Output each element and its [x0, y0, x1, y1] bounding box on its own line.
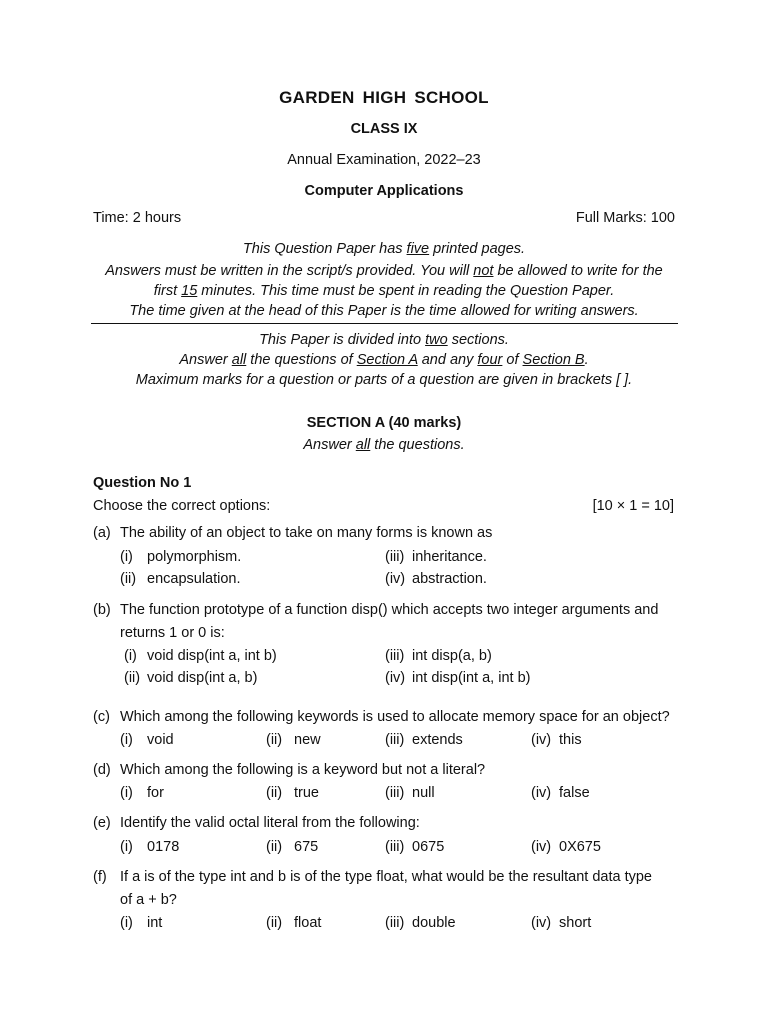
part-e-option-text: 0178 [147, 839, 180, 855]
section-a-subtitle: Answer all the questions. [303, 437, 465, 453]
part-e-question: Identify the valid octal literal from the following: [120, 815, 420, 831]
part-a-label: (a) [93, 525, 111, 541]
part-c-option-text: new [294, 732, 321, 748]
part-a-question: The ability of an object to take on many forms is known as [120, 525, 493, 541]
instruction-sections: This Paper is divided into two sections. [259, 332, 509, 348]
instruction-pages: This Question Paper has five printed pages. [242, 241, 526, 257]
part-b-question-line1: The function prototype of a function disp() which accepts two integer arguments and [120, 602, 659, 618]
part-a-option-text: polymorphism. [147, 549, 242, 565]
part-d-option-text: null [412, 785, 435, 801]
part-c-option-num: (ii) [266, 732, 283, 748]
part-a-option-num: (iv) [385, 571, 406, 587]
part-f-option-num: (iii) [385, 915, 405, 931]
part-b-option-num: (iv) [385, 670, 406, 686]
part-e-option-text: 0675 [412, 839, 445, 855]
section-a-title: SECTION A (40 marks) [306, 415, 462, 431]
part-e-option-text: 675 [294, 839, 319, 855]
exam-title: Annual Examination, 2022–23 [287, 152, 481, 168]
part-d-option-num: (ii) [266, 785, 283, 801]
part-a-option-text: encapsulation. [147, 571, 241, 587]
part-c-option-num: (iv) [531, 732, 552, 748]
part-c-option-num: (i) [120, 732, 133, 748]
part-f-option-text: int [147, 915, 163, 931]
part-d-question: Which among the following is a keyword but not a literal? [120, 762, 486, 778]
part-a-option-text: inheritance. [412, 549, 487, 565]
part-e-option-num: (i) [120, 839, 133, 855]
question-instruction: Choose the correct options: [93, 498, 271, 514]
part-a-option-num: (ii) [120, 571, 137, 587]
part-b-option-text: void disp(int a, int b) [147, 648, 277, 664]
instruction-writing-time: The time given at the head of this Paper is the time allowed for writing answers. [129, 303, 639, 319]
part-e-label: (e) [93, 815, 111, 831]
part-b-option-num: (iii) [385, 648, 405, 664]
part-f-question-line2: of a + b? [120, 892, 177, 908]
part-c-option-text: void [147, 732, 174, 748]
part-d-option-text: false [559, 785, 590, 801]
school-name: GARDEN HIGH SCHOOL [279, 88, 489, 107]
part-a-option-num: (i) [120, 549, 133, 565]
part-c-label: (c) [93, 709, 110, 725]
part-d-option-text: true [294, 785, 319, 801]
part-a-option-text: abstraction. [412, 571, 487, 587]
part-f-question-line1: If a is of the type int and b is of the type float, what would be the resultant data type [120, 869, 652, 885]
time-allowed: Time: 2 hours [93, 210, 182, 226]
part-c-question: Which among the following keywords is used to allocate memory space for an object? [120, 709, 670, 725]
part-d-option-num: (iv) [531, 785, 552, 801]
part-f-option-text: short [559, 915, 592, 931]
part-d-option-text: for [147, 785, 164, 801]
part-e-option-text: 0X675 [559, 839, 601, 855]
instruction-reading-time: first 15 minutes. This time must be spent in reading the Question Paper. [153, 283, 615, 299]
part-e-option-num: (iii) [385, 839, 405, 855]
question-title: Question No 1 [93, 475, 192, 491]
part-c-option-num: (iii) [385, 732, 405, 748]
part-f-label: (f) [93, 869, 107, 885]
part-f-option-text: float [294, 915, 322, 931]
full-marks: Full Marks: 100 [575, 210, 675, 226]
part-f-option-num: (i) [120, 915, 133, 931]
instruction-marks: Maximum marks for a question or parts of a question are given in brackets [ ]. [135, 372, 633, 388]
part-b-option-num: (ii) [124, 670, 141, 686]
instruction-answer: Answer all the questions of Section A and any four of Section B. [179, 352, 589, 368]
part-f-option-num: (iv) [531, 915, 552, 931]
part-d-option-num: (iii) [385, 785, 405, 801]
part-b-option-text: int disp(int a, int b) [412, 670, 531, 686]
part-e-option-num: (ii) [266, 839, 283, 855]
part-d-option-num: (i) [120, 785, 133, 801]
part-f-option-text: double [412, 915, 456, 931]
question-marks: [10 × 1 = 10] [592, 498, 674, 514]
part-c-option-text: this [559, 732, 582, 748]
subject-title: Computer Applications [304, 183, 464, 199]
part-b-option-text: int disp(a, b) [412, 648, 492, 664]
class-title: CLASS IX [350, 121, 418, 137]
part-f-option-num: (ii) [266, 915, 283, 931]
part-d-label: (d) [93, 762, 111, 778]
part-b-option-num: (i) [124, 648, 137, 664]
part-a-option-num: (iii) [385, 549, 405, 565]
part-e-option-num: (iv) [531, 839, 552, 855]
part-b-question-line2: returns 1 or 0 is: [120, 625, 225, 641]
part-c-option-text: extends [412, 732, 463, 748]
part-b-label: (b) [93, 602, 111, 618]
divider-line [91, 323, 678, 324]
part-b-option-text: void disp(int a, b) [147, 670, 258, 686]
instruction-script: Answers must be written in the script/s provided. You will not be allowed to write for the [105, 263, 663, 279]
